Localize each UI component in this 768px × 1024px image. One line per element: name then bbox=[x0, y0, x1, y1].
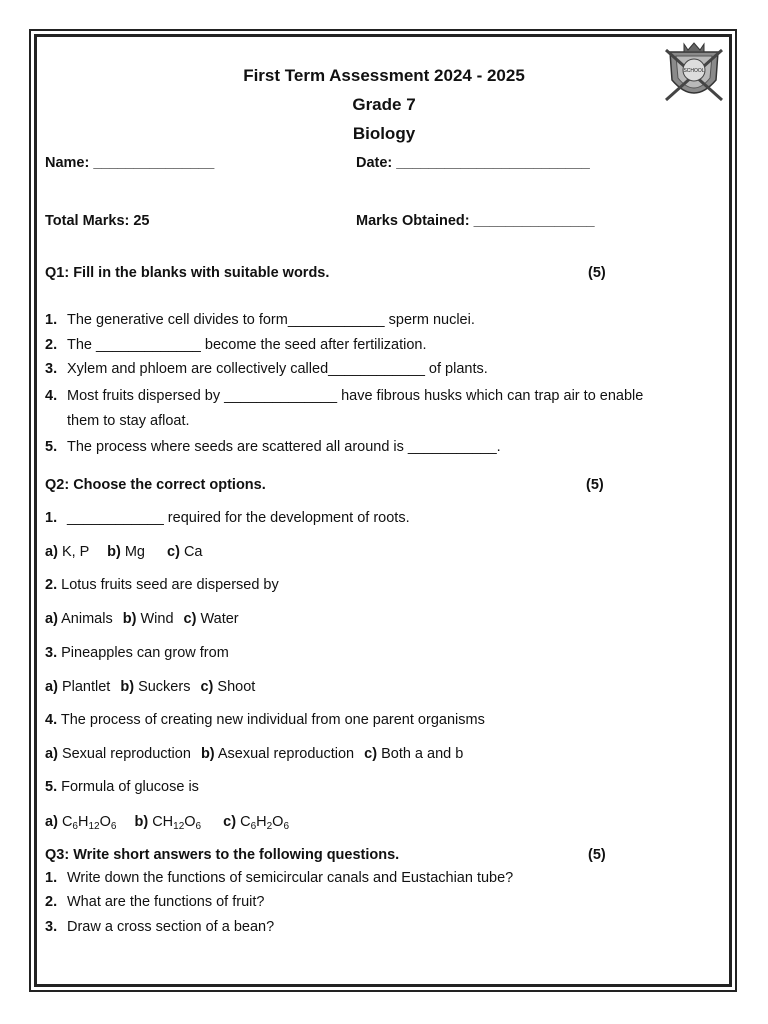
exam-title: First Term Assessment 2024 - 2025 bbox=[243, 66, 525, 85]
q1-item: 4. Most fruits dispersed by ______________ have fibrous husks which can trap air to enable bbox=[45, 388, 644, 404]
total-marks: Total Marks: 25 bbox=[45, 213, 150, 229]
q1-item: 2. The _____________ become the seed after fertilization. bbox=[45, 337, 427, 353]
q3-item: 2. What are the functions of fruit? bbox=[45, 894, 265, 910]
q1-marks: (5) bbox=[588, 265, 606, 281]
option[interactable]: c) Both a and b bbox=[364, 746, 464, 762]
q1-item-continuation: them to stay afloat. bbox=[67, 413, 190, 429]
q1-heading: Q1: Fill in the blanks with suitable words. bbox=[45, 265, 330, 281]
grade-heading: Grade 7 bbox=[352, 95, 416, 114]
q3-item: 3. Draw a cross section of a bean? bbox=[45, 919, 275, 935]
q2-question: 2. Lotus fruits seed are dispersed by bbox=[45, 577, 279, 593]
svg-text:SCHOOL: SCHOOL bbox=[683, 68, 705, 74]
option[interactable]: c) Water bbox=[183, 611, 239, 627]
q2-marks: (5) bbox=[586, 477, 604, 493]
option[interactable]: b) Asexual reproduction bbox=[200, 746, 355, 762]
option[interactable]: c) Ca bbox=[167, 544, 203, 560]
q2-options bbox=[45, 745, 463, 763]
q2-question: 4. The process of creating new individual from one parent organisms bbox=[45, 712, 485, 728]
q2-question: 5. Formula of glucose is bbox=[45, 779, 199, 795]
date-field[interactable]: Date: ________________________ bbox=[356, 155, 590, 171]
option[interactable]: a) Plantlet bbox=[45, 679, 111, 695]
q3-item: 1. Write down the functions of semicircular canals and Eustachian tube? bbox=[45, 870, 514, 886]
q2-options bbox=[45, 678, 255, 696]
option[interactable]: a) K, P bbox=[45, 544, 90, 560]
option[interactable]: b) $CH_{12}O_6$ bbox=[134, 814, 202, 832]
option[interactable]: c) Shoot bbox=[200, 679, 256, 695]
option[interactable]: a) Sexual reproduction bbox=[45, 746, 191, 762]
q2-options bbox=[45, 610, 239, 628]
option[interactable]: b) Suckers bbox=[120, 679, 191, 695]
q3-heading: Q3: Write short answers to the following questions. bbox=[45, 847, 400, 863]
subject-heading: Biology bbox=[352, 124, 416, 143]
option[interactable]: a) Animals bbox=[45, 611, 113, 627]
q2-options bbox=[45, 543, 203, 561]
q3-marks: (5) bbox=[588, 847, 606, 863]
option[interactable]: b) Mg bbox=[107, 544, 145, 560]
marks-obtained-field[interactable]: Marks Obtained: _______________ bbox=[356, 213, 595, 229]
q1-item: 5. The process where seeds are scattered all around is ___________. bbox=[45, 439, 501, 455]
q1-item: 1. The generative cell divides to form____________ sperm nuclei. bbox=[45, 312, 475, 328]
q1-item: 3. Xylem and phloem are collectively called____________ of plants. bbox=[45, 361, 488, 377]
option[interactable]: c) $C_6H_2O_6$ bbox=[223, 814, 290, 832]
q2-question: 1. ____________ required for the development of roots. bbox=[45, 510, 410, 526]
option[interactable]: b) Wind bbox=[122, 611, 174, 627]
q2-options bbox=[45, 813, 289, 831]
option[interactable]: a) $C_6H_{12}O_6$ bbox=[45, 814, 117, 832]
q2-question: 3. Pineapples can grow from bbox=[45, 645, 229, 661]
q2-heading: Q2: Choose the correct options. bbox=[45, 477, 266, 493]
name-field[interactable]: Name: _______________ bbox=[45, 155, 215, 171]
